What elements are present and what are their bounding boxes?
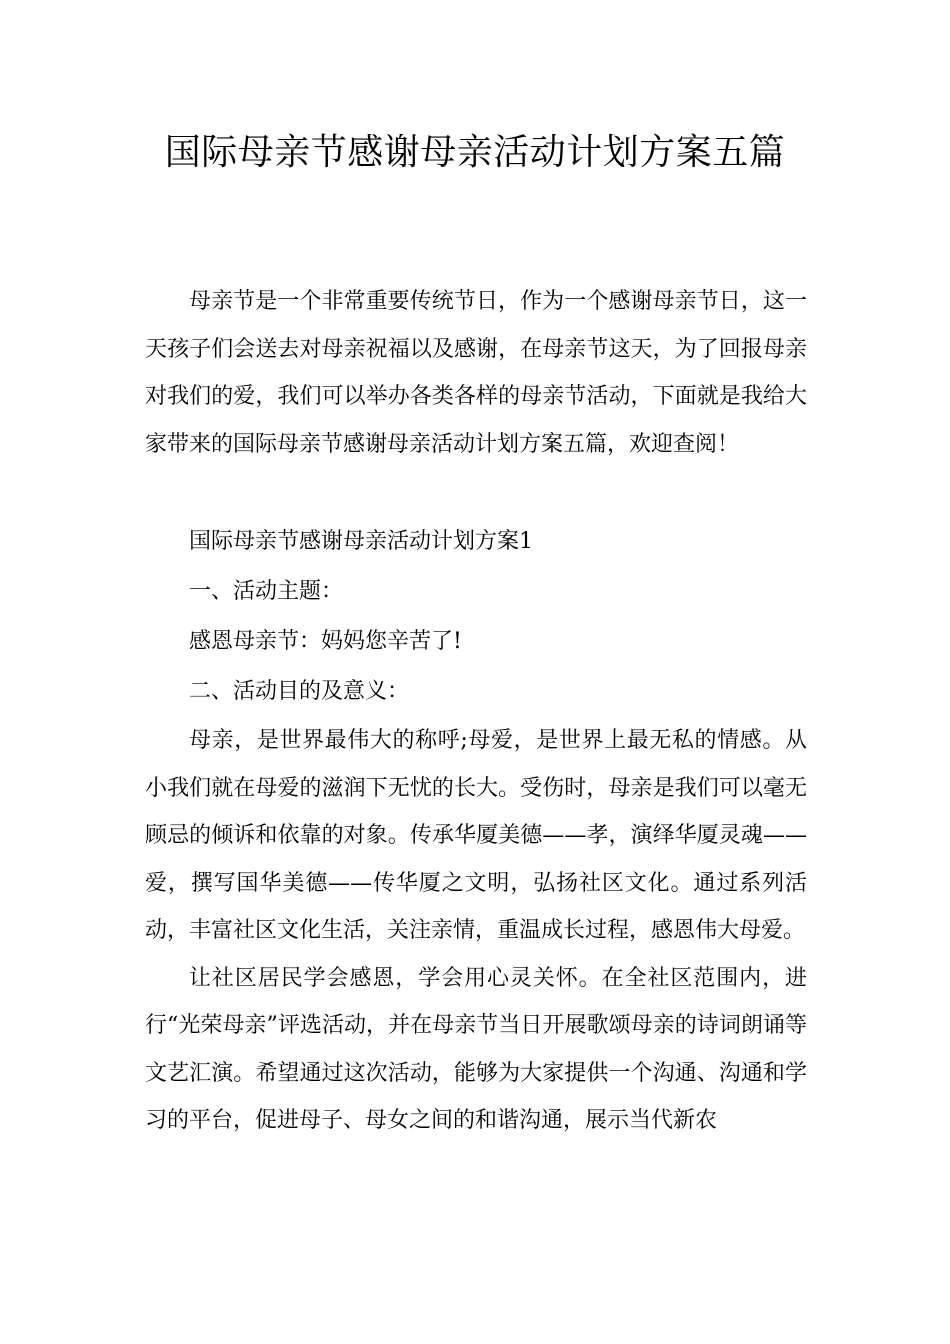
- section-heading: 国际母亲节感谢母亲活动计划方案1: [189, 529, 533, 554]
- document-body: [145, 278, 807, 1145]
- subheading-purpose: 二、活动目的及意义：: [189, 679, 410, 704]
- body-paragraph: 让社区居民学会感恩，学会用心灵关怀。在全社区范围内，进行“光荣母亲”评选活动，并在母亲节当日开展歌颂母亲的诗词朗诵等文艺汇演。希望通过这次活动，能够为大家提供一个沟通、沟通和学习的平台，促进母子、母女之间的和谐沟通，展示当代新农: [145, 965, 807, 1133]
- body-paragraph: 母亲，是世界最伟大的称呼;母爱，是世界上最无私的情感。从小我们就在母爱的滋润下无忧的长大。受伤时，母亲是我们可以毫无顾忌的倾诉和依靠的对象。传承华厦美德——孝，演绎华厦灵魂——爱，撰写国华美德——传华厦之文明，弘扬社区文化。通过系列活动，丰富社区文化生活，关注亲情，重温成长过程，感恩伟大母爱。: [145, 728, 807, 943]
- subheading-theme: 一、活动主题：: [189, 579, 344, 604]
- theme-text: 感恩母亲节：妈妈您辛苦了!: [189, 629, 462, 654]
- intro-paragraph: 母亲节是一个非常重要传统节日，作为一个感谢母亲节日，这一天孩子们会送去对母亲祝福以及感谢，在母亲节这天，为了回报母亲对我们的爱，我们可以举办各类各样的母亲节活动，下面就是我给大家带来的国际母亲节感谢母亲活动计划方案五篇，欢迎查阅！: [145, 289, 807, 457]
- document-title: 国际母亲节感谢母亲活动计划方案五篇: [164, 132, 786, 173]
